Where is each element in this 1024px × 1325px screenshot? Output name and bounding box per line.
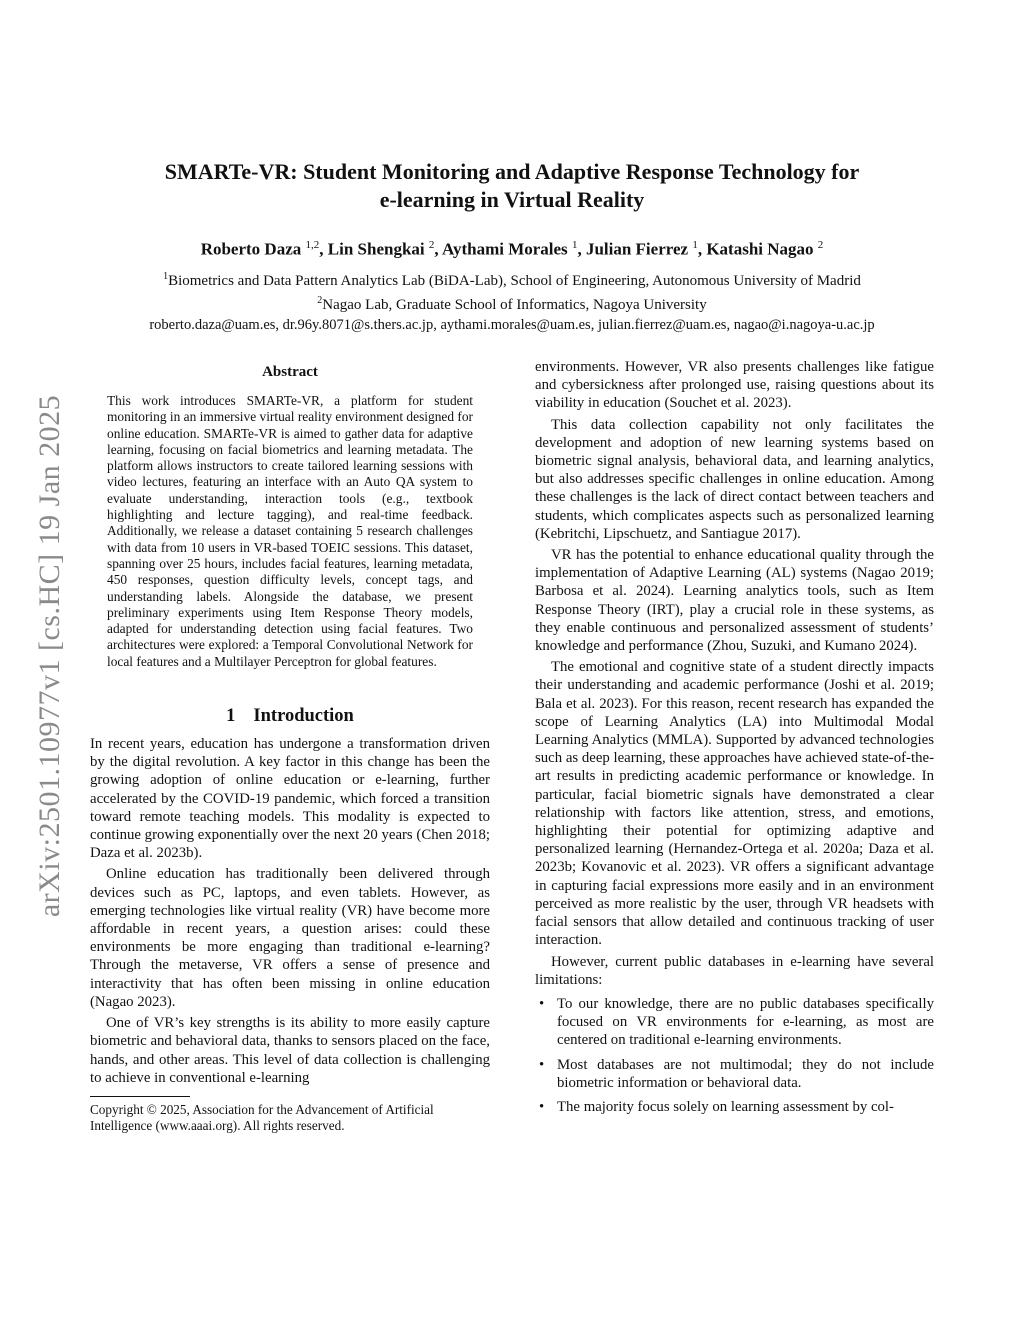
paper-title: SMARTe-VR: Student Monitoring and Adaptive Response Technology for e-learning in Virtual Reality: [164, 159, 860, 212]
list-item: • To our knowledge, there are no public databases specifically focused on VR environments for e-learning, as most are centered on traditional e-learning environments.: [539, 995, 934, 1049]
author-emails: roberto.daza@uam.es, dr.96y.8071@s.thers.ac.jp, aythami.morales@uam.es, julian.fierrez@uam.es, nagao@i.nagoya-u.ac.jp: [149, 316, 875, 333]
author: Katashi Nagao: [706, 239, 814, 259]
abstract-heading: Abstract: [262, 364, 318, 380]
footnote-divider: [90, 1096, 190, 1097]
list-item: • Most databases are not multimodal; they do not include biometric information or behavioral data.: [539, 1056, 934, 1091]
arxiv-identifier: [30, 366, 70, 946]
paragraph: environments. However, VR also presents challenges like fatigue and cybersickness after prolonged use, raising questions about its viability in education (Souchet et al. 2023).: [535, 359, 934, 412]
bullet-icon: •: [539, 995, 545, 1012]
author-list: Roberto Daza $^{1,2}$, Lin Shengkai $^2$, Aythami Morales $^1$, Julian Fierrez $^1$, Katashi Nagao $^2$: [200, 239, 824, 259]
author: Lin Shengkai: [327, 239, 425, 259]
paragraph: This data collection capability not only facilitates the development and adoption of new learning systems based on biometric signal analysis, behavioral data, and learning analytics, but also addresses specific challenges in online education. Among these challenges is the lack of direct contact between teachers and students, which complicates aspects such as personalized learning (Kebritchi, Lipschuetz, and Santiague 2017).: [535, 416, 934, 542]
abstract-text: This work introduces SMARTe-VR, a platform for student monitoring in an immersive virtual reality environment designed for online education. SMARTe-VR is aimed to gather data for adaptive learning, focusing on facial biometrics and learning metadata. The platform allows instructors to create tailored learning sessions with video lectures, featuring an interface with an Auto QA system to evaluate understanding, interaction tools (e.g., textbook highlighting and lecture tagging), and real-time feedback. Additionally, we release a dataset containing 5 research challenges with data from 10 users in VR-based TOEIC sessions. This dataset, spanning over 25 hours, includes facial features, learning metadata, 450 responses, question difficulty levels, concept tags, and understanding labels. Alongside the database, we present preliminary experiments using Item Response Theory models, adapted for understanding detection using facial features. Two architectures were explored: a Temporal Convolutional Network for local features and a Multilayer Perceptron for global features.: [107, 393, 473, 669]
arxiv-identifier-text: arXiv:2501.10977v1 [cs.HC] 19 Jan 2025: [33, 394, 66, 918]
author: Aythami Morales: [441, 239, 568, 259]
author: Julian Fierrez: [585, 239, 689, 259]
bullet-icon: •: [539, 1098, 545, 1115]
list-item: • The majority focus solely on learning assessment by col-: [539, 1098, 894, 1115]
author: Roberto Daza: [200, 239, 302, 259]
affiliation: $^2$Nagao Lab, Graduate School of Informatics, Nagoya University: [317, 294, 707, 313]
section-heading-introduction: 1 Introduction: [226, 706, 354, 727]
title-block: [90, 158, 934, 335]
paragraph: Online education has traditionally been delivered through devices such as PC, laptops, and even tablets. However, as emerging technologies like virtual reality (VR) have become more affordable in recent years, a question arises: could these environments be more engaging than traditional e-learning? Through the metaverse, VR offers a sense of presence and interactivity that has often been missing in online education (Nagao 2023).: [90, 866, 490, 1010]
paragraph: The emotional and cognitive state of a student directly impacts their understanding and academic performance (Joshi et al. 2019; Bala et al. 2023). For this reason, recent research has expanded the scope of Learning Analytics (LA) into Multimodal Modal Learning Analytics (MMLA). Supported by advanced technologies such as deep learning, these approaches have achieved state-of-the-art results in predicting academic performance or knowledge. In particular, facial biometric signals have demonstrated a clear relationship with factors like attention, stress, and emotions, highlighting their potential for optimizing adaptive and personalized learning (Hernandez-Ortega et al. 2020a; Daza et al. 2023b; Kovanovic et al. 2023). VR offers a significant advantage in capturing facial expressions more easily and in an environment perceived as more realistic by the user, through VR headsets with facial sensors that allow detailed and continuous tracking of user interaction.: [535, 659, 934, 949]
paragraph: In recent years, education has undergone a transformation driven by the digital revolution. A key factor in this change has been the growing adoption of online education or e-learning, further accelerated by the COVID-19 pandemic, which forced a transition toward remote teaching models. This modality is expected to continue growing exponentially over the next 20 years (Chen 2018; Daza et al. 2023b).: [90, 736, 490, 862]
paragraph: One of VR’s key strengths is its ability to more easily capture biometric and behavioral data, thanks to sensors placed on the face, hands, and other areas. This level of data collection is challenging to achieve in conventional e-learning: [90, 1015, 490, 1086]
bullet-icon: •: [539, 1056, 545, 1073]
left-column: [90, 364, 490, 1135]
paragraph: VR has the potential to enhance educational quality through the implementation of Adaptive Learning (AL) systems (Nagao 2019; Barbosa et al. 2024). Learning analytics tools, such as Item Response Theory (IRT), play a crucial role in these systems, as they enable continuous and personalized assessment of students’ knowledge and performance (Zhou, Suzuki, and Kumano 2024).: [535, 547, 934, 655]
affiliation: $^1$Biometrics and Data Pattern Analytics Lab (BiDA-Lab), School of Engineering, Autonomous University of Madrid: [163, 270, 861, 289]
paragraph: However, current public databases in e-learning have several limitations:: [535, 953, 934, 988]
limitations-list: [535, 995, 934, 1116]
copyright-footnote: Copyright © 2025, Association for the Advancement of Artificial Intelligence (www.aaai.org). All rights reserved.: [90, 1101, 434, 1134]
right-column: [535, 358, 934, 1122]
